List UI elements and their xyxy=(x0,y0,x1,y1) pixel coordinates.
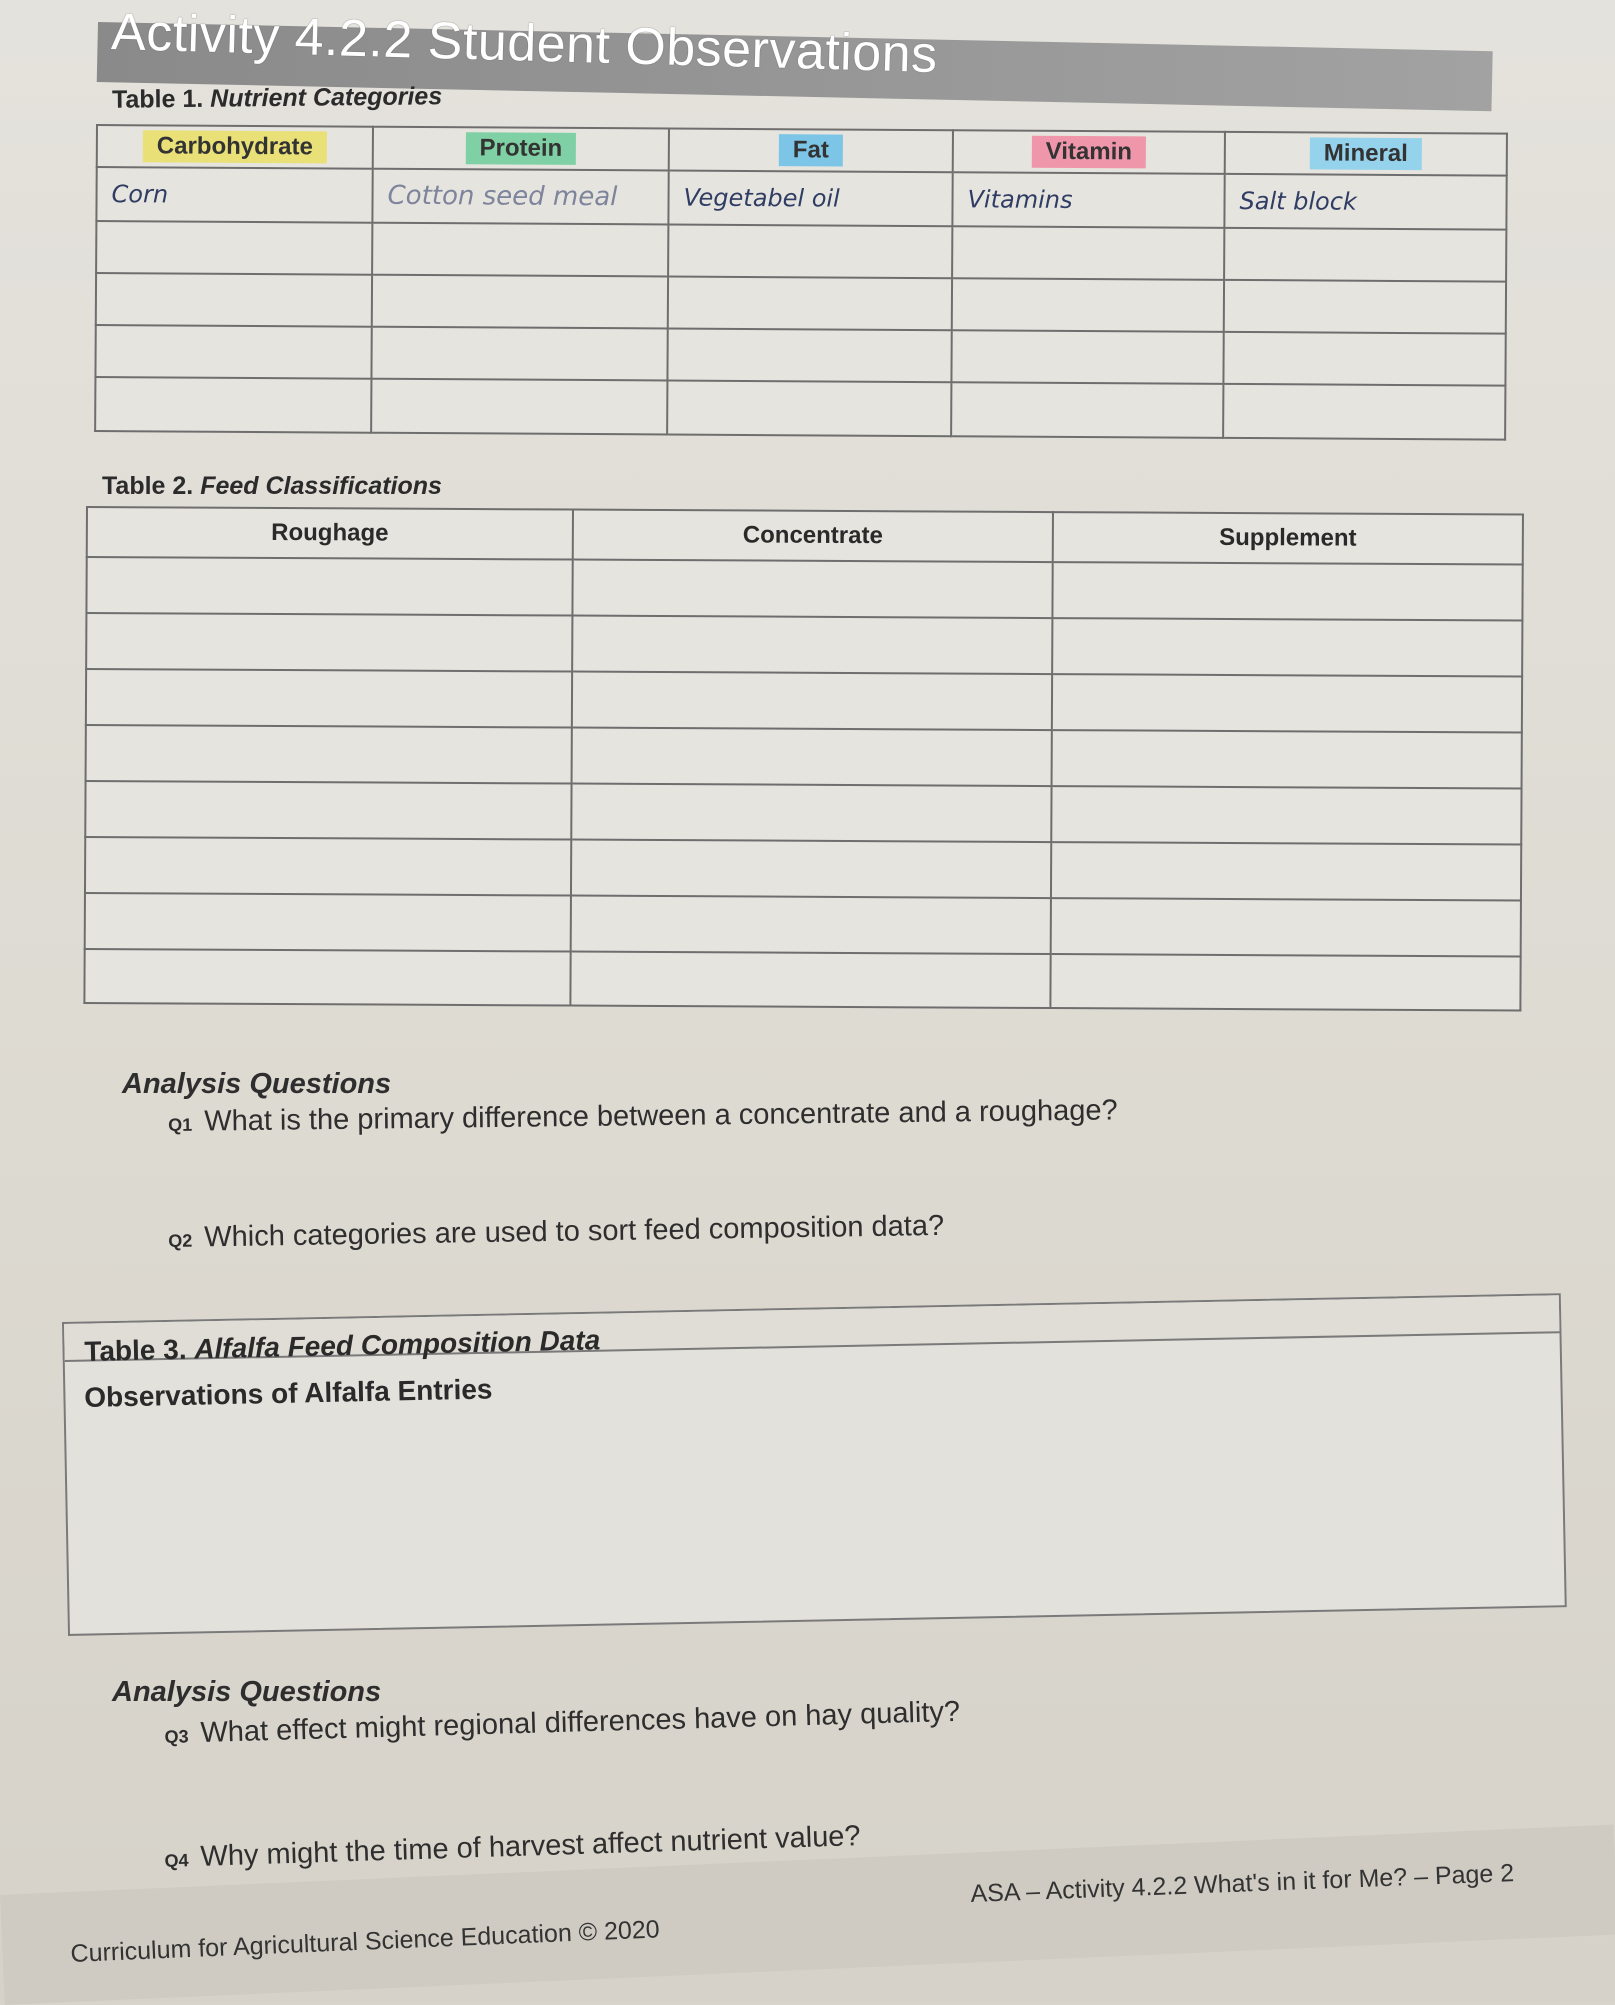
table-cell[interactable] xyxy=(96,273,372,327)
table-cell[interactable] xyxy=(667,328,951,382)
table-cell[interactable] xyxy=(372,275,668,329)
table-cell[interactable] xyxy=(85,893,571,952)
table-row xyxy=(96,221,1506,282)
table-cell[interactable] xyxy=(1224,280,1506,334)
table-cell[interactable] xyxy=(1050,954,1520,1010)
table-cell[interactable] xyxy=(372,223,668,277)
header-label: Protein xyxy=(465,132,576,165)
question-2 xyxy=(168,1210,944,1255)
table-cell[interactable] xyxy=(85,781,571,840)
table-cell[interactable]: Salt block xyxy=(1224,174,1506,230)
table3-caption-prefix: Table 3. xyxy=(84,1333,195,1367)
question-number: Q4 xyxy=(164,1850,189,1871)
question-1 xyxy=(168,1094,1118,1139)
table-row xyxy=(86,557,1522,621)
table-cell[interactable] xyxy=(572,616,1052,675)
table-row xyxy=(86,613,1522,677)
question-text: What effect might regional differences have on hay quality? xyxy=(200,1695,961,1749)
table-cell[interactable] xyxy=(667,380,951,436)
table-row xyxy=(84,949,1520,1011)
nutrient-categories-table xyxy=(94,124,1508,441)
feed-classifications-table xyxy=(83,506,1524,1012)
question-number: Q2 xyxy=(168,1230,193,1251)
table-cell[interactable] xyxy=(1052,562,1522,620)
table-cell[interactable] xyxy=(951,330,1223,384)
table-cell[interactable] xyxy=(86,613,572,672)
header-concentrate: Concentrate xyxy=(573,510,1053,563)
table-cell[interactable] xyxy=(84,949,570,1006)
table-cell[interactable] xyxy=(96,221,372,275)
analysis-heading-2: Analysis Questions xyxy=(112,1676,382,1708)
table-cell[interactable] xyxy=(1223,384,1505,440)
header-fat xyxy=(669,129,953,173)
page-title: Activity 4.2.2 Student Observations xyxy=(110,2,939,85)
table-cell[interactable] xyxy=(95,325,371,379)
table-cell[interactable] xyxy=(1224,228,1506,282)
table-cell[interactable] xyxy=(86,669,572,728)
table-row xyxy=(86,725,1522,789)
table-cell[interactable] xyxy=(95,377,371,433)
table-cell[interactable] xyxy=(1223,332,1505,386)
table-row xyxy=(85,781,1521,845)
table2-caption xyxy=(102,472,442,501)
table-row xyxy=(96,167,1506,230)
table-row xyxy=(86,669,1522,733)
table-cell[interactable] xyxy=(1052,674,1522,732)
table-cell[interactable] xyxy=(1051,898,1521,956)
table-row xyxy=(96,273,1506,334)
table-cell[interactable] xyxy=(572,728,1052,787)
question-number: Q1 xyxy=(168,1114,193,1135)
table-cell[interactable] xyxy=(571,840,1051,899)
analysis-heading-1: Analysis Questions xyxy=(122,1068,392,1100)
question-text: What is the primary difference between a concentrate and a roughage? xyxy=(204,1094,1118,1138)
footer-copyright: Curriculum for Agricultural Science Education © 2020 xyxy=(70,1915,661,1968)
table-cell[interactable] xyxy=(952,278,1224,332)
table-cell[interactable] xyxy=(572,672,1052,731)
table-cell[interactable] xyxy=(1051,842,1521,900)
table-row xyxy=(95,325,1505,386)
table-cell[interactable] xyxy=(1052,618,1522,676)
table-cell[interactable] xyxy=(86,725,572,784)
table-cell[interactable]: Vitamins xyxy=(952,172,1224,228)
header-label: Fat xyxy=(779,134,843,166)
header-mineral xyxy=(1225,132,1507,176)
header-label: Vitamin xyxy=(1032,136,1146,169)
table1-caption-title: Nutrient Categories xyxy=(210,82,443,113)
header-roughage: Roughage xyxy=(87,507,573,560)
table2-caption-title: Feed Classifications xyxy=(200,472,442,500)
table-cell[interactable]: Corn xyxy=(96,167,372,223)
table1-caption-prefix: Table 1. xyxy=(111,84,211,114)
table-cell[interactable] xyxy=(571,784,1051,843)
header-protein xyxy=(373,127,669,171)
table-cell[interactable] xyxy=(572,560,1052,619)
table-cell[interactable]: Cotton seed meal xyxy=(372,169,668,225)
table-cell[interactable] xyxy=(951,382,1223,438)
table-cell[interactable] xyxy=(570,952,1050,1009)
header-vitamin xyxy=(953,130,1225,174)
table2-header-row xyxy=(87,507,1523,565)
table-cell[interactable] xyxy=(952,226,1224,280)
table3-caption-title: Alfalfa Feed Composition Data xyxy=(193,1324,601,1365)
table-row xyxy=(95,377,1505,440)
question-text: Which categories are used to sort feed composition data? xyxy=(204,1209,945,1254)
question-number: Q3 xyxy=(164,1726,189,1747)
table-cell[interactable] xyxy=(1052,730,1522,788)
table-cell[interactable] xyxy=(1051,786,1521,844)
table-cell[interactable] xyxy=(668,224,952,278)
table1-caption xyxy=(112,82,442,114)
table-cell[interactable] xyxy=(85,837,571,896)
table-cell[interactable] xyxy=(668,276,952,330)
table-row xyxy=(85,837,1521,901)
header-label: Mineral xyxy=(1310,137,1422,170)
footer-page-info: ASA – Activity 4.2.2 What's in it for Me? – Page 2 xyxy=(970,1859,1515,1908)
header-carbohydrate xyxy=(97,125,373,169)
question-text: Why might the time of harvest affect nutrient value? xyxy=(199,1820,862,1873)
table-cell[interactable] xyxy=(86,557,572,616)
table-cell[interactable] xyxy=(571,896,1051,955)
header-supplement: Supplement xyxy=(1053,512,1523,564)
alfalfa-observations-header: Observations of Alfalfa Entries xyxy=(84,1373,493,1413)
table-cell[interactable] xyxy=(371,327,667,381)
table2-caption-prefix: Table 2. xyxy=(102,472,201,500)
table-cell[interactable]: Vegetabel oil xyxy=(668,170,952,226)
table-row xyxy=(85,893,1521,957)
header-label: Carbohydrate xyxy=(143,130,327,163)
table-cell[interactable] xyxy=(371,379,667,435)
